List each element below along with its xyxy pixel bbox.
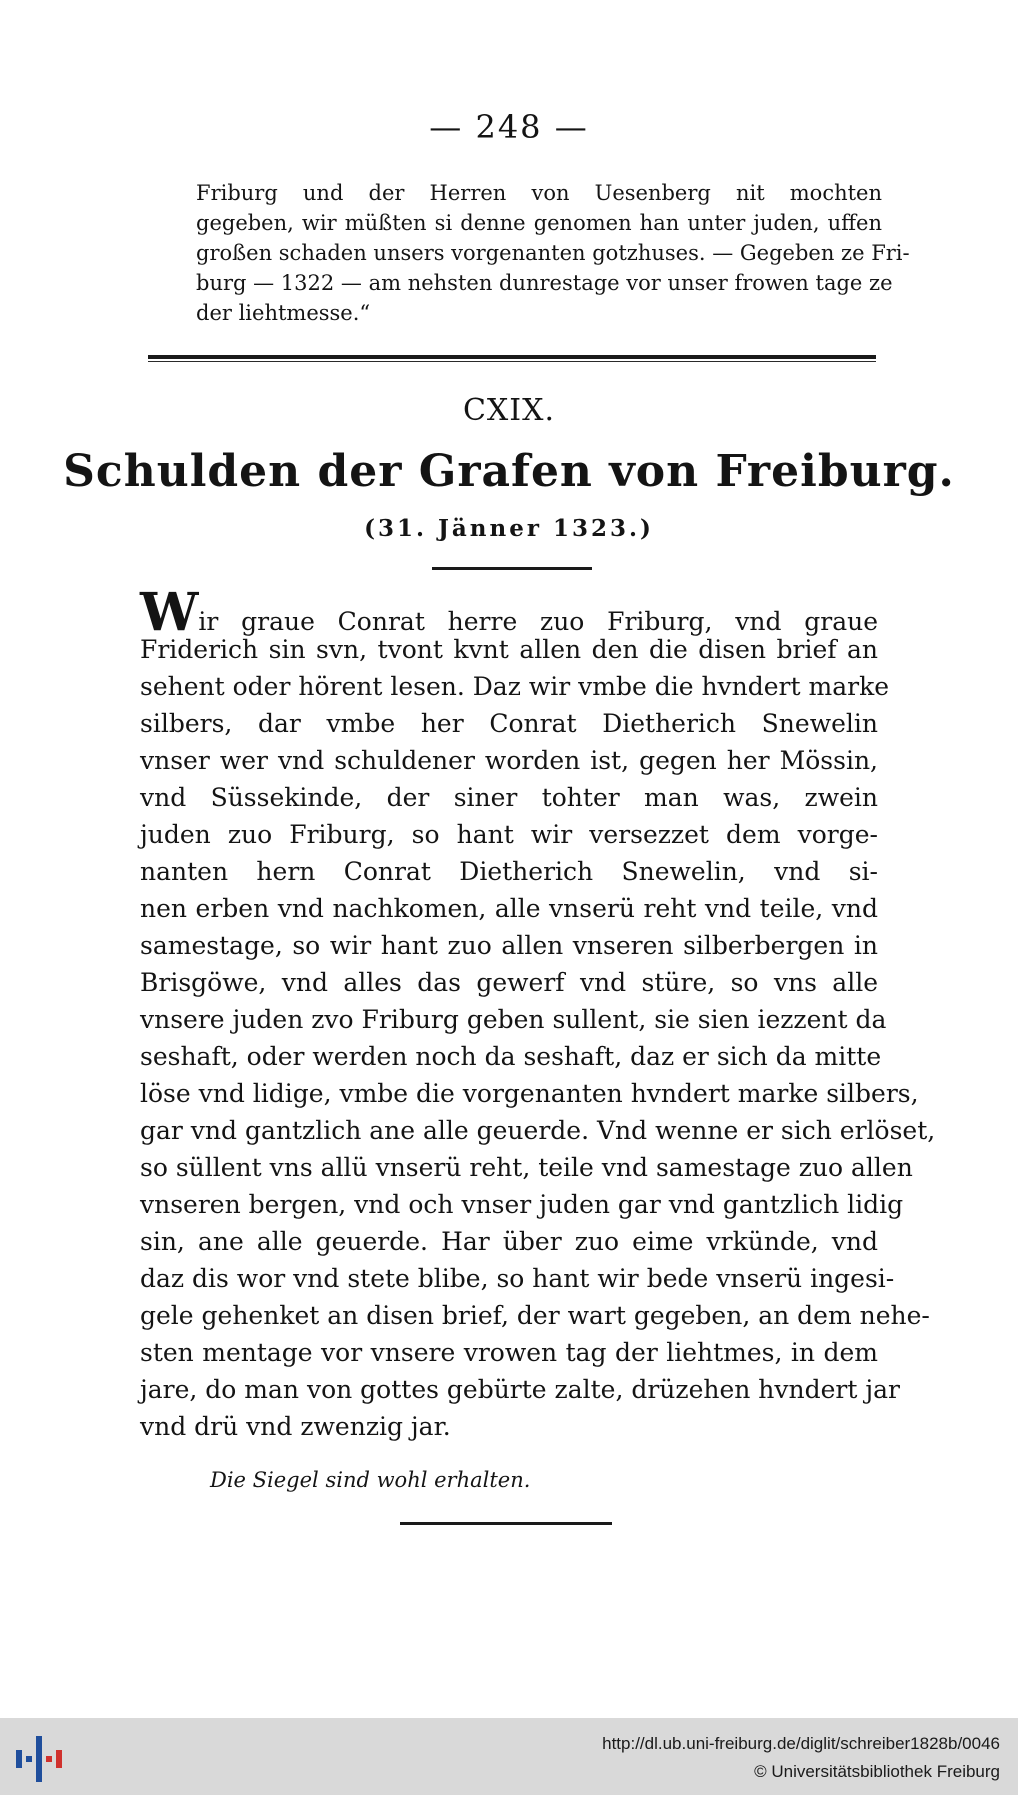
text-line: so süllent vns allü vnserü reht, teile vnd samestage zuo allen — [140, 1153, 913, 1182]
text-line: sten mentage vor vnsere vrowen tag der liehtmes, in dem — [140, 1338, 878, 1367]
ub-freiburg-logo-icon[interactable] — [14, 1734, 64, 1784]
charter-text — [140, 582, 936, 1445]
text-line: Friburg und der Herren von Uesenberg nit mochten — [196, 181, 882, 205]
text-line-first — [140, 582, 878, 643]
section-date: (31. Jänner 1323.) — [364, 515, 654, 542]
section-title: Schulden der Grafen von Freiburg. — [63, 446, 955, 497]
text-line: Brisgöwe, vnd alles das gewerf vnd stüre, so vns alle — [140, 968, 878, 997]
text-line: samestage, so wir hant zuo allen vnseren silberbergen in — [140, 931, 878, 960]
text-line: silbers, dar vmbe her Conrat Dietherich Snewelin — [140, 709, 878, 738]
continuation-paragraph — [196, 178, 910, 328]
text-line: vnd Süssekinde, der siner tohter man was, zwein — [140, 783, 878, 812]
source-url-link[interactable]: http://dl.ub.uni-freiburg.de/diglit/schreiber1828b/0046 — [602, 1734, 1000, 1753]
text-line: vnser wer vnd schuldener worden ist, gegen her Mössin, — [140, 746, 878, 775]
text-line: sin, ane alle geuerde. Har über zuo eime vrkünde, vnd — [140, 1227, 878, 1256]
text-line: vnd drü vnd zwenzig jar. — [140, 1412, 451, 1441]
text-line: Friderich sin svn, tvont kvnt allen den die disen brief an — [140, 635, 878, 664]
title-underline-rule — [432, 567, 592, 570]
copyright-text: © Universitätsbibliothek Freiburg — [754, 1762, 1000, 1781]
text-line: gegeben, wir müßten si denne genomen han unter juden, uffen — [196, 211, 882, 235]
text-line: juden zuo Friburg, so hant wir versezzet dem vorge- — [140, 820, 878, 849]
drop-initial: W — [140, 582, 199, 643]
text-line: seshaft, oder werden noch da seshaft, daz er sich da mitte — [140, 1042, 882, 1071]
section-divider-rule — [148, 355, 876, 359]
section-number: CXIX. — [462, 393, 556, 428]
end-rule — [400, 1522, 612, 1525]
text-line: nanten hern Conrat Dietherich Snewelin, vnd si- — [140, 857, 878, 886]
seal-note: Die Siegel sind wohl erhalten. — [210, 1468, 531, 1492]
text-line: vnsere juden zvo Friburg geben sullent, sie sien iezzent da — [140, 1005, 887, 1034]
text-line: sehent oder hörent lesen. Daz wir vmbe die hvndert marke — [140, 672, 890, 701]
text-line: daz dis wor vnd stete blibe, so hant wir bede vnserü ingesi- — [140, 1264, 895, 1293]
text-line: löse vnd lidige, vmbe die vorgenanten hvndert marke silbers, — [140, 1079, 919, 1108]
text-line: burg — 1322 — am nehsten dunrestage vor unser frowen tage ze — [196, 271, 893, 295]
viewer-footer — [0, 1718, 1018, 1795]
text-line: der liehtmesse.“ — [196, 301, 371, 325]
page-number: — 248 — — [429, 108, 589, 146]
section-divider-rule-thin — [148, 361, 876, 362]
text-line: vnseren bergen, vnd och vnser juden gar vnd gantzlich lidig — [140, 1190, 904, 1219]
text-line: gar vnd gantzlich ane alle geuerde. Vnd wenne er sich erlöset, — [140, 1116, 936, 1145]
text-line: jare, do man von gottes gebürte zalte, drüzehen hvndert jar — [140, 1375, 900, 1404]
text-line: großen schaden unsers vorgenanten gotzhuses. — Gegeben ze Fri- — [196, 241, 910, 265]
text-line: gele gehenket an disen brief, der wart gegeben, an dem nehe- — [140, 1301, 930, 1330]
text-line: nen erben vnd nachkomen, alle vnserü reht vnd teile, vnd — [140, 894, 878, 923]
first-line-text: ir graue Conrat herre zuo Friburg, vnd graue — [198, 607, 878, 636]
